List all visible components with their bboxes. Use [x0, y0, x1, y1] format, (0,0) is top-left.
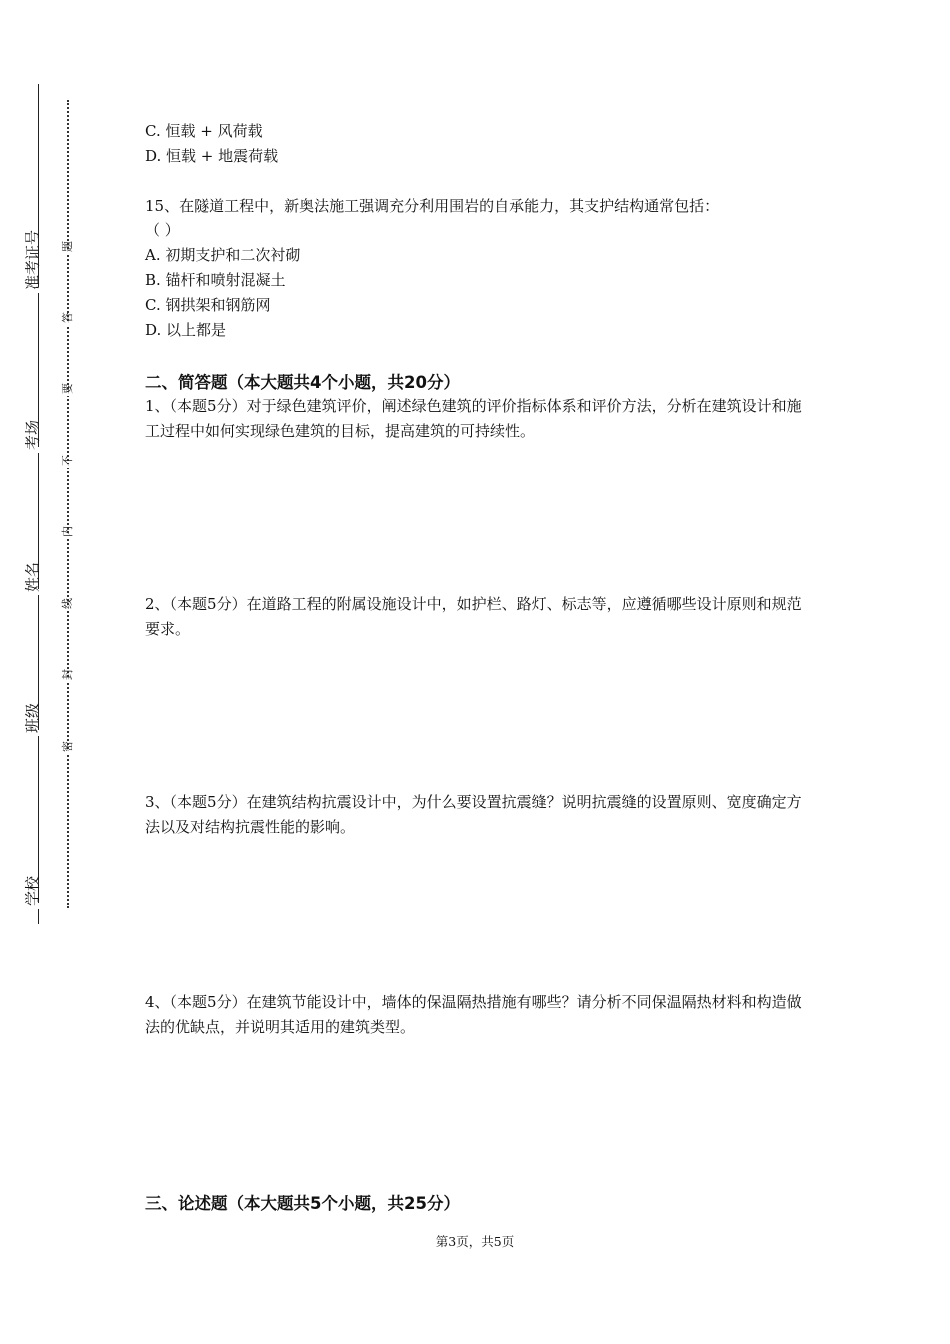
page-footer: 第3页，共5页 — [435, 1234, 515, 1249]
seal-dotted-line — [67, 100, 69, 908]
binding-line — [38, 84, 39, 924]
q15-option-a: A. 初期支护和二次衬砌 — [145, 246, 301, 264]
q14-option-c: C. 恒载 + 风荷载 — [145, 122, 263, 140]
section2-heading: 二、简答题（本大题共4个小题，共20分） — [145, 373, 460, 392]
q15-stem: 15、在隧道工程中，新奥法施工强调充分利用围岩的自承能力，其支护结构通常包括： — [145, 197, 720, 215]
q14-option-d: D. 恒载 + 地震荷载 — [145, 147, 279, 165]
short-answer-question-1: 1、（本题5分）对于绿色建筑评价，阐述绿色建筑的评价指标体系和评价方法，分析在建筑设计和施工过程中如何实现绿色建筑的目标，提高建筑的可持续性。 — [145, 397, 802, 440]
short-answer-question-4: 4、（本题5分）在建筑节能设计中，墙体的保温隔热措施有哪些？请分析不同保温隔热材料和构造做法的优缺点，并说明其适用的建筑类型。 — [145, 993, 802, 1036]
short-answer-question-2: 2、（本题5分）在道路工程的附属设施设计中，如护栏、路灯、标志等，应遵循哪些设计原则和规范要求。 — [145, 595, 802, 638]
q15-blank: （ ） — [145, 221, 180, 239]
section3-heading: 三、论述题（本大题共5个小题，共25分） — [145, 1194, 460, 1213]
q15-option-c: C. 钢拱架和钢筋网 — [145, 296, 271, 314]
q15-option-b: B. 锚杆和喷射混凝土 — [145, 271, 286, 289]
q15-option-d: D. 以上都是 — [145, 321, 227, 339]
short-answer-question-3: 3、（本题5分）在建筑结构抗震设计中，为什么要设置抗震缝？说明抗震缝的设置原则、宽度确定方法以及对结构抗震性能的影响。 — [145, 793, 802, 836]
